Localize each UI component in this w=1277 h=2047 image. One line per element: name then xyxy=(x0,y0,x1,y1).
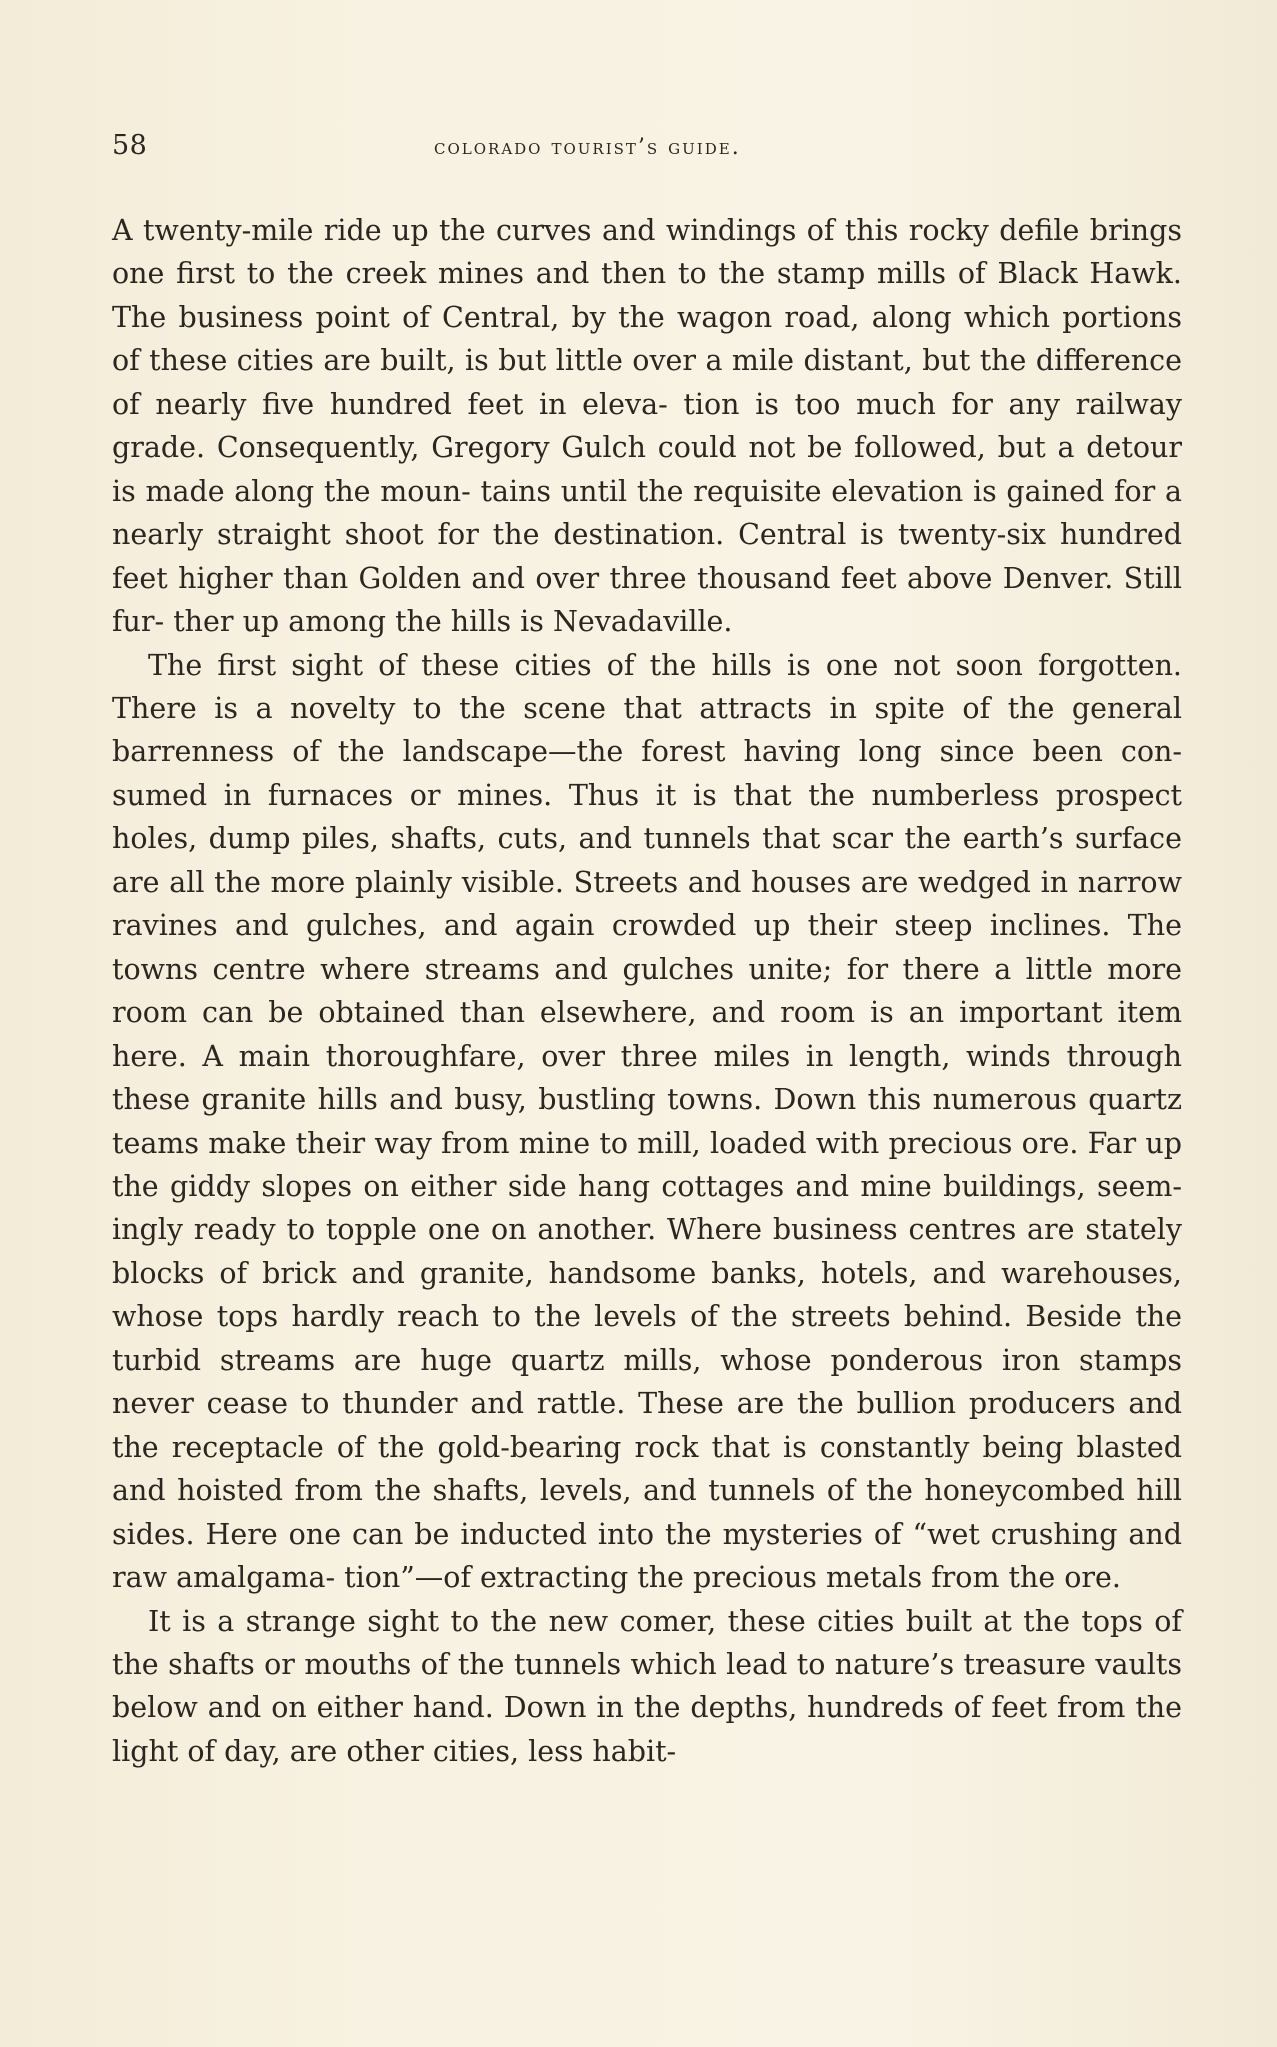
page-number: 58 xyxy=(112,130,148,161)
running-title: colorado tourist’s guide. xyxy=(434,135,741,160)
paragraph-1: A twenty-mile ride up the curves and windings of this rocky defile brings one first to the creek mines and then to the stamp mills of Black Hawk. The business point of Central, by the wagon road, along which portions of these cities are built, is but little over a mile distant, but the difference of nearly five hundred feet in eleva- tion is too much for any railway grade. Consequently, Gregory Gulch could not be followed, but a detour is made along the moun- tains until the requisite elevation is gained for a nearly straight shoot for the destination. Central is twenty-six hundred feet higher than Golden and over three thousand feet above Denver. Still fur- ther up among the hills is Nevadaville. xyxy=(112,214,1182,639)
body-text xyxy=(112,209,1182,1773)
paragraph-2: The first sight of these cities of the hills is one not soon forgotten. There is a novelty to the scene that attracts in spite of the general barrenness of the landscape—the forest having long since been con- sumed in furnaces or mines. Thus it is that the numberless prospect holes, dump piles, shafts, cuts, and tunnels that scar the earth’s surface are all the more plainly visible. Streets and houses are wedged in narrow ravines and gulches, and again crowded up their steep inclines. The towns centre where streams and gulches unite; for there a little more room can be obtained than elsewhere, and room is an important item here. A main thoroughfare, over three miles in length, winds through these granite hills and busy, bustling towns. Down this numerous quartz teams make their way from mine to mill, loaded with precious ore. Far up the giddy slopes on either side hang cottages and mine buildings, seem- ingly ready to topple one on another. Where business centres are stately blocks of brick and granite, handsome banks, hotels, and warehouses, whose tops hardly reach to the levels of the streets behind. Beside the turbid streams are huge quartz mills, whose ponderous iron stamps never cease to thunder and rattle. These are the bullion producers and the receptacle of the gold-bearing rock that is constantly being blasted and hoisted from the shafts, levels, and tunnels of the honeycombed hill sides. Here one can be inducted into the mysteries of “wet crushing and raw amalgama- tion”—of extracting the precious metals from the ore. xyxy=(112,648,1182,1595)
paragraph-3: It is a strange sight to the new comer, these cities built at the tops of the shafts or mouths of the tunnels which lead to nature’s treasure vaults below and on either hand. Down in the depths, hundreds of feet from the light of day, are other cities, less habit- xyxy=(112,1604,1182,1768)
page-header xyxy=(112,130,1177,170)
